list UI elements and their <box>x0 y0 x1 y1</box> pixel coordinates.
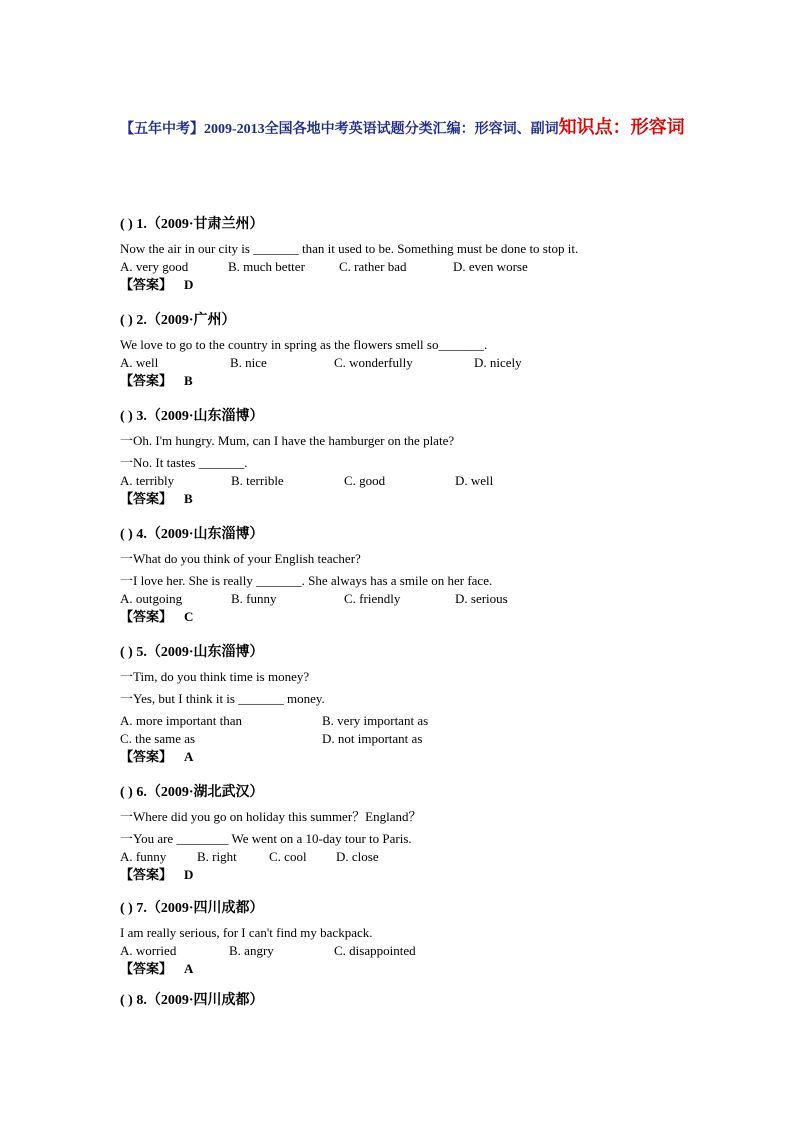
answer-label: 【答案】 <box>120 373 173 388</box>
answer-label: 【答案】 <box>120 749 173 764</box>
question-stem: 一Where did you go on holiday this summer？England？ <box>120 809 422 824</box>
option-d: D. well <box>455 473 494 488</box>
question-stem: 一Oh. I'm hungry. Mum, can I have the hamburger on the plate? <box>120 433 455 448</box>
question-4 <box>120 526 720 626</box>
question-8 <box>120 992 720 1016</box>
option-a: A. outgoing <box>120 591 183 606</box>
question-stem: 一You are ________ We went on a 10-day tour to Paris. <box>120 831 412 846</box>
question-1 <box>120 216 720 294</box>
option-d: D. even worse <box>453 259 528 274</box>
answer-row <box>120 490 720 508</box>
question-6 <box>120 784 720 884</box>
question-stem: 一Yes, but I think it is _______ money. <box>120 691 325 706</box>
options-row <box>120 354 720 372</box>
answer-value: C <box>184 609 194 624</box>
question-stem: 一What do you think of your English teacher? <box>120 551 361 566</box>
question-stem: 一I love her. She is really _______. She always has a smile on her face. <box>120 573 493 588</box>
question-stem: Now the air in our city is _______ than it used to be. Something must be done to stop it. <box>120 241 579 256</box>
question-header: ( ) 1.（2009·甘肃兰州） <box>120 217 264 232</box>
question-stem: We love to go to the country in spring as the flowers smell so_______. <box>120 337 488 352</box>
option-a: A. more important than <box>120 713 243 728</box>
answer-row <box>120 276 720 294</box>
option-b: B. funny <box>231 591 277 606</box>
option-b: B. nice <box>230 355 267 370</box>
answer-label: 【答案】 <box>120 867 173 882</box>
option-b: B. terrible <box>231 473 284 488</box>
option-c: C. rather bad <box>339 259 407 274</box>
options-row <box>120 848 720 866</box>
option-c: C. friendly <box>344 591 401 606</box>
question-header: ( ) 3.（2009·山东淄博） <box>120 409 264 424</box>
answer-value: A <box>184 749 194 764</box>
options-row <box>120 730 720 748</box>
option-a: A. worried <box>120 943 177 958</box>
question-3 <box>120 408 720 508</box>
answer-label: 【答案】 <box>120 961 173 976</box>
option-c: C. wonderfully <box>334 355 413 370</box>
option-c: C. the same as <box>120 731 196 746</box>
question-7 <box>120 900 720 978</box>
page-title <box>120 106 690 151</box>
question-5 <box>120 644 720 766</box>
answer-label: 【答案】 <box>120 277 173 292</box>
answer-value: A <box>184 961 194 976</box>
option-d: D. serious <box>455 591 508 606</box>
option-d: D. nicely <box>474 355 522 370</box>
option-a: A. well <box>120 355 159 370</box>
option-c: C. disappointed <box>334 943 416 958</box>
question-stem: I am really serious, for I can't find my backpack. <box>120 925 373 940</box>
answer-row <box>120 748 720 766</box>
answer-value: D <box>184 867 194 882</box>
question-2 <box>120 312 720 390</box>
question-header: ( ) 4.（2009·山东淄博） <box>120 527 264 542</box>
question-stem: 一Tim, do you think time is money? <box>120 669 310 684</box>
options-row <box>120 590 720 608</box>
question-stem: 一No. It tastes _______. <box>120 455 248 470</box>
question-header: ( ) 6.（2009·湖北武汉） <box>120 785 264 800</box>
answer-value: B <box>184 373 193 388</box>
option-d: D. close <box>336 849 379 864</box>
option-a: A. very good <box>120 259 189 274</box>
question-header: ( ) 2.（2009·广州） <box>120 313 236 328</box>
answer-label: 【答案】 <box>120 491 173 506</box>
answer-row <box>120 608 720 626</box>
options-row <box>120 712 720 730</box>
options-row <box>120 472 720 490</box>
question-header: ( ) 8.（2009·四川成都） <box>120 993 264 1008</box>
answer-row <box>120 372 720 390</box>
options-row <box>120 258 720 276</box>
answer-label: 【答案】 <box>120 609 173 624</box>
option-a: A. terribly <box>120 473 175 488</box>
option-b: B. much better <box>228 259 305 274</box>
answer-value: D <box>184 277 194 292</box>
title-topic: 知识点：形容词 <box>558 117 685 137</box>
option-b: B. right <box>197 849 237 864</box>
question-header: ( ) 7.（2009·四川成都） <box>120 901 264 916</box>
option-c: C. good <box>344 473 386 488</box>
options-row <box>120 942 720 960</box>
option-b: B. very important as <box>322 713 429 728</box>
answer-row <box>120 960 720 978</box>
question-header: ( ) 5.（2009·山东淄博） <box>120 645 264 660</box>
option-a: A. funny <box>120 849 167 864</box>
answer-row <box>120 866 720 884</box>
option-c: C. cool <box>269 849 307 864</box>
title-main: 【五年中考】2009-2013全国各地中考英语试题分类汇编：形容词、副词 <box>120 122 559 137</box>
answer-value: B <box>184 491 193 506</box>
option-d: D. not important as <box>322 731 423 746</box>
option-b: B. angry <box>229 943 274 958</box>
